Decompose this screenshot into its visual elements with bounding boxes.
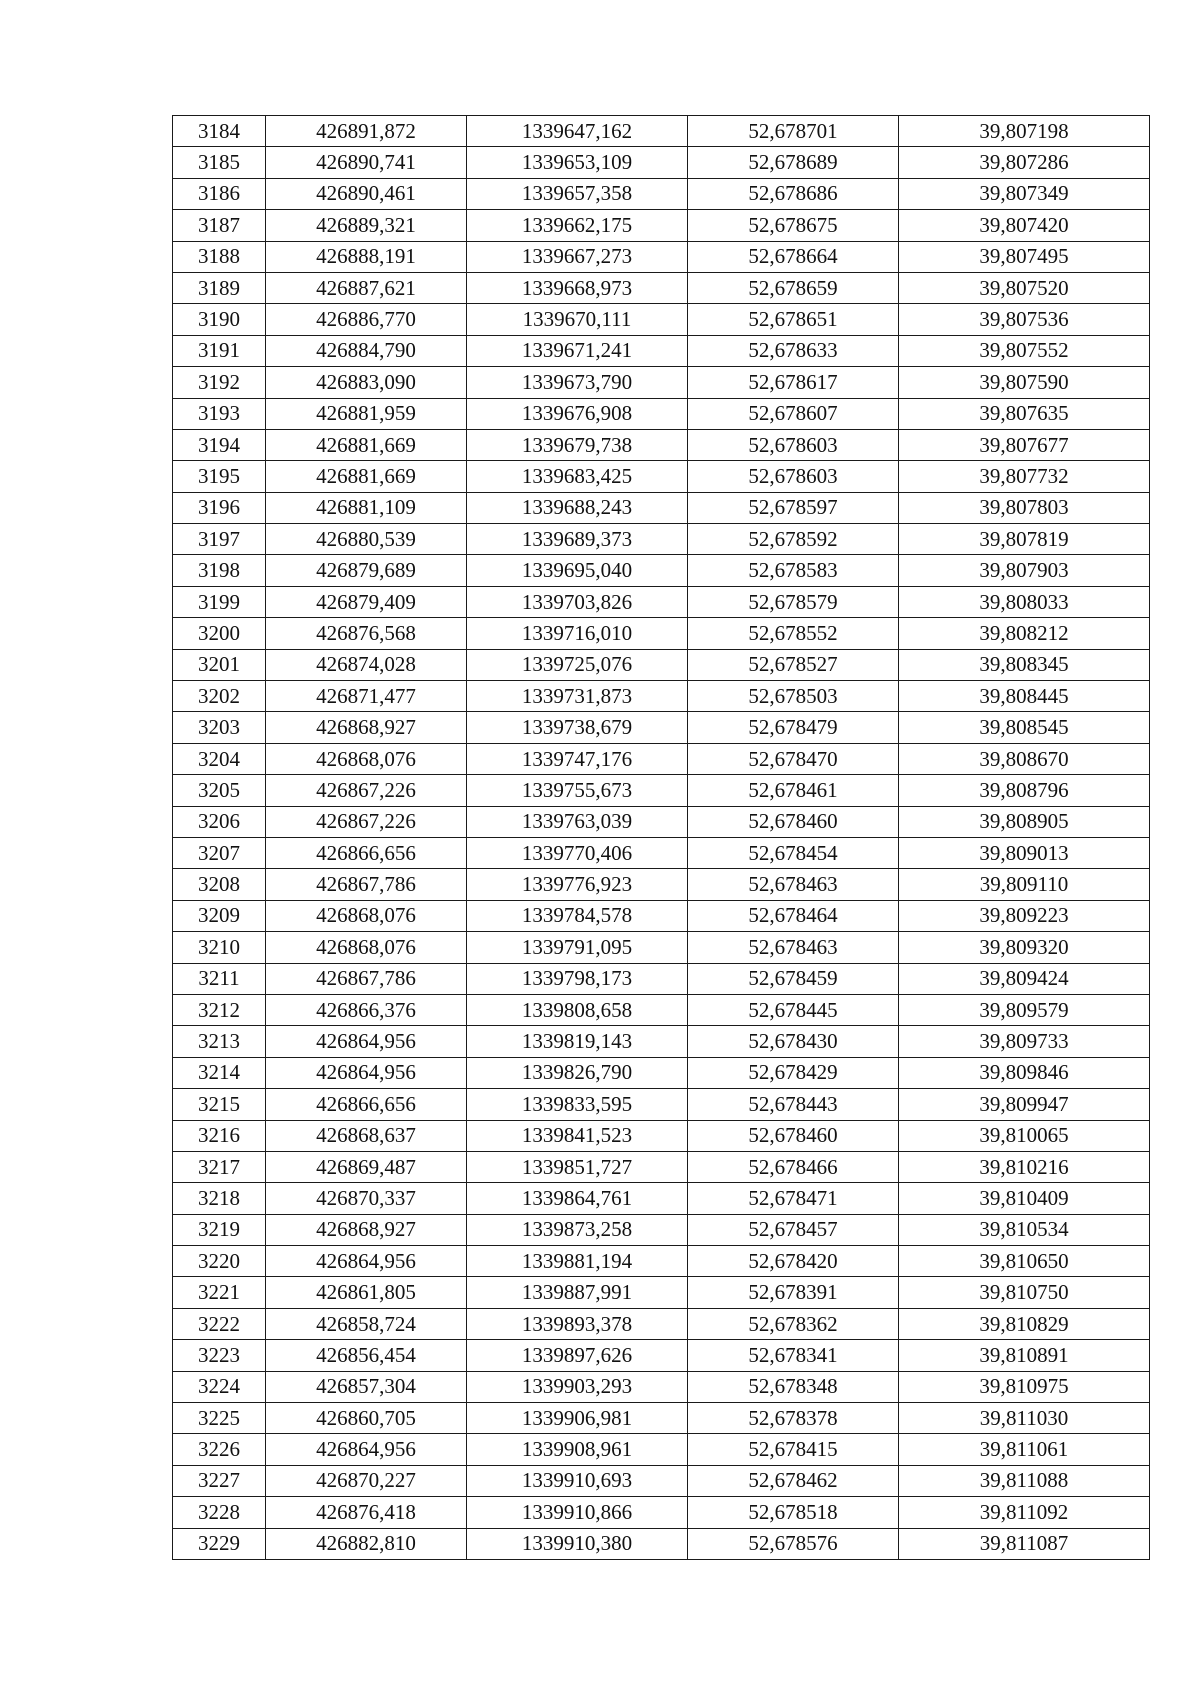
point-number-cell: 3195 [173, 461, 266, 492]
x-coordinate-cell: 426866,376 [266, 994, 467, 1025]
point-number-cell: 3228 [173, 1497, 266, 1528]
longitude-cell: 39,810409 [899, 1183, 1150, 1214]
point-number-cell: 3220 [173, 1246, 266, 1277]
table-row [173, 1246, 1150, 1277]
latitude-cell: 52,678675 [688, 210, 899, 241]
longitude-cell: 39,807903 [899, 555, 1150, 586]
y-coordinate-cell: 1339695,040 [467, 555, 688, 586]
latitude-cell: 52,678460 [688, 806, 899, 837]
x-coordinate-cell: 426876,418 [266, 1497, 467, 1528]
x-coordinate-cell: 426890,741 [266, 147, 467, 178]
latitude-cell: 52,678597 [688, 492, 899, 523]
x-coordinate-cell: 426883,090 [266, 367, 467, 398]
x-coordinate-cell: 426869,487 [266, 1151, 467, 1182]
y-coordinate-cell: 1339683,425 [467, 461, 688, 492]
latitude-cell: 52,678463 [688, 932, 899, 963]
longitude-cell: 39,808796 [899, 775, 1150, 806]
x-coordinate-cell: 426868,076 [266, 900, 467, 931]
table-row [173, 1026, 1150, 1057]
point-number-cell: 3188 [173, 241, 266, 272]
longitude-cell: 39,810216 [899, 1151, 1150, 1182]
x-coordinate-cell: 426868,637 [266, 1120, 467, 1151]
y-coordinate-cell: 1339689,373 [467, 524, 688, 555]
table-row [173, 775, 1150, 806]
x-coordinate-cell: 426867,226 [266, 775, 467, 806]
y-coordinate-cell: 1339670,111 [467, 304, 688, 335]
y-coordinate-cell: 1339776,923 [467, 869, 688, 900]
y-coordinate-cell: 1339647,162 [467, 116, 688, 147]
y-coordinate-cell: 1339910,693 [467, 1465, 688, 1496]
latitude-cell: 52,678689 [688, 147, 899, 178]
table-row [173, 1214, 1150, 1245]
longitude-cell: 39,807198 [899, 116, 1150, 147]
y-coordinate-cell: 1339873,258 [467, 1214, 688, 1245]
x-coordinate-cell: 426890,461 [266, 178, 467, 209]
longitude-cell: 39,807819 [899, 524, 1150, 555]
longitude-cell: 39,809424 [899, 963, 1150, 994]
x-coordinate-cell: 426861,805 [266, 1277, 467, 1308]
table-row [173, 649, 1150, 680]
x-coordinate-cell: 426889,321 [266, 210, 467, 241]
table-row [173, 1057, 1150, 1088]
y-coordinate-cell: 1339908,961 [467, 1434, 688, 1465]
x-coordinate-cell: 426857,304 [266, 1371, 467, 1402]
x-coordinate-cell: 426868,076 [266, 932, 467, 963]
table-row [173, 116, 1150, 147]
y-coordinate-cell: 1339657,358 [467, 178, 688, 209]
point-number-cell: 3204 [173, 743, 266, 774]
y-coordinate-cell: 1339662,175 [467, 210, 688, 241]
latitude-cell: 52,678651 [688, 304, 899, 335]
table-row [173, 555, 1150, 586]
latitude-cell: 52,678471 [688, 1183, 899, 1214]
point-number-cell: 3215 [173, 1089, 266, 1120]
table-row [173, 1277, 1150, 1308]
longitude-cell: 39,807520 [899, 272, 1150, 303]
longitude-cell: 39,810975 [899, 1371, 1150, 1402]
point-number-cell: 3222 [173, 1308, 266, 1339]
latitude-cell: 52,678459 [688, 963, 899, 994]
table-row [173, 461, 1150, 492]
latitude-cell: 52,678457 [688, 1214, 899, 1245]
point-number-cell: 3211 [173, 963, 266, 994]
longitude-cell: 39,810534 [899, 1214, 1150, 1245]
latitude-cell: 52,678391 [688, 1277, 899, 1308]
longitude-cell: 39,809846 [899, 1057, 1150, 1088]
point-number-cell: 3225 [173, 1403, 266, 1434]
table-row [173, 1497, 1150, 1528]
x-coordinate-cell: 426867,226 [266, 806, 467, 837]
y-coordinate-cell: 1339784,578 [467, 900, 688, 931]
table-row [173, 1089, 1150, 1120]
latitude-cell: 52,678454 [688, 837, 899, 868]
longitude-cell: 39,809320 [899, 932, 1150, 963]
y-coordinate-cell: 1339747,176 [467, 743, 688, 774]
table-row [173, 272, 1150, 303]
latitude-cell: 52,678462 [688, 1465, 899, 1496]
y-coordinate-cell: 1339791,095 [467, 932, 688, 963]
point-number-cell: 3207 [173, 837, 266, 868]
point-number-cell: 3187 [173, 210, 266, 241]
table-row [173, 806, 1150, 837]
longitude-cell: 39,808345 [899, 649, 1150, 680]
longitude-cell: 39,807286 [899, 147, 1150, 178]
table-row [173, 1183, 1150, 1214]
longitude-cell: 39,809579 [899, 994, 1150, 1025]
longitude-cell: 39,811030 [899, 1403, 1150, 1434]
longitude-cell: 39,807677 [899, 429, 1150, 460]
point-number-cell: 3217 [173, 1151, 266, 1182]
point-number-cell: 3205 [173, 775, 266, 806]
longitude-cell: 39,809013 [899, 837, 1150, 868]
longitude-cell: 39,808545 [899, 712, 1150, 743]
latitude-cell: 52,678503 [688, 681, 899, 712]
table-row [173, 429, 1150, 460]
latitude-cell: 52,678607 [688, 398, 899, 429]
longitude-cell: 39,811092 [899, 1497, 1150, 1528]
latitude-cell: 52,678463 [688, 869, 899, 900]
y-coordinate-cell: 1339819,143 [467, 1026, 688, 1057]
point-number-cell: 3186 [173, 178, 266, 209]
x-coordinate-cell: 426870,227 [266, 1465, 467, 1496]
x-coordinate-cell: 426871,477 [266, 681, 467, 712]
table-row [173, 304, 1150, 335]
x-coordinate-cell: 426866,656 [266, 837, 467, 868]
longitude-cell: 39,808905 [899, 806, 1150, 837]
x-coordinate-cell: 426870,337 [266, 1183, 467, 1214]
y-coordinate-cell: 1339725,076 [467, 649, 688, 680]
x-coordinate-cell: 426887,621 [266, 272, 467, 303]
longitude-cell: 39,807590 [899, 367, 1150, 398]
point-number-cell: 3209 [173, 900, 266, 931]
point-number-cell: 3193 [173, 398, 266, 429]
longitude-cell: 39,810891 [899, 1340, 1150, 1371]
longitude-cell: 39,810750 [899, 1277, 1150, 1308]
point-number-cell: 3224 [173, 1371, 266, 1402]
x-coordinate-cell: 426864,956 [266, 1246, 467, 1277]
table-row [173, 586, 1150, 617]
latitude-cell: 52,678378 [688, 1403, 899, 1434]
y-coordinate-cell: 1339887,991 [467, 1277, 688, 1308]
latitude-cell: 52,678445 [688, 994, 899, 1025]
longitude-cell: 39,807420 [899, 210, 1150, 241]
table-row [173, 398, 1150, 429]
latitude-cell: 52,678420 [688, 1246, 899, 1277]
y-coordinate-cell: 1339763,039 [467, 806, 688, 837]
latitude-cell: 52,678429 [688, 1057, 899, 1088]
y-coordinate-cell: 1339668,973 [467, 272, 688, 303]
table-row [173, 1434, 1150, 1465]
longitude-cell: 39,809110 [899, 869, 1150, 900]
y-coordinate-cell: 1339826,790 [467, 1057, 688, 1088]
x-coordinate-cell: 426876,568 [266, 618, 467, 649]
table-row [173, 210, 1150, 241]
x-coordinate-cell: 426881,669 [266, 461, 467, 492]
y-coordinate-cell: 1339864,761 [467, 1183, 688, 1214]
coordinates-table [172, 115, 1150, 1560]
y-coordinate-cell: 1339679,738 [467, 429, 688, 460]
x-coordinate-cell: 426864,956 [266, 1434, 467, 1465]
y-coordinate-cell: 1339716,010 [467, 618, 688, 649]
y-coordinate-cell: 1339653,109 [467, 147, 688, 178]
point-number-cell: 3203 [173, 712, 266, 743]
longitude-cell: 39,808212 [899, 618, 1150, 649]
y-coordinate-cell: 1339881,194 [467, 1246, 688, 1277]
longitude-cell: 39,811087 [899, 1528, 1150, 1559]
longitude-cell: 39,808445 [899, 681, 1150, 712]
table-row [173, 932, 1150, 963]
longitude-cell: 39,810065 [899, 1120, 1150, 1151]
longitude-cell: 39,807495 [899, 241, 1150, 272]
x-coordinate-cell: 426881,669 [266, 429, 467, 460]
table-row [173, 1151, 1150, 1182]
latitude-cell: 52,678592 [688, 524, 899, 555]
point-number-cell: 3218 [173, 1183, 266, 1214]
x-coordinate-cell: 426882,810 [266, 1528, 467, 1559]
x-coordinate-cell: 426868,076 [266, 743, 467, 774]
longitude-cell: 39,807349 [899, 178, 1150, 209]
table-row [173, 335, 1150, 366]
latitude-cell: 52,678470 [688, 743, 899, 774]
coordinates-table-body [173, 116, 1150, 1560]
y-coordinate-cell: 1339731,873 [467, 681, 688, 712]
latitude-cell: 52,678348 [688, 1371, 899, 1402]
longitude-cell: 39,809733 [899, 1026, 1150, 1057]
latitude-cell: 52,678583 [688, 555, 899, 586]
table-row [173, 492, 1150, 523]
x-coordinate-cell: 426874,028 [266, 649, 467, 680]
point-number-cell: 3210 [173, 932, 266, 963]
longitude-cell: 39,807552 [899, 335, 1150, 366]
longitude-cell: 39,808670 [899, 743, 1150, 774]
y-coordinate-cell: 1339903,293 [467, 1371, 688, 1402]
table-row [173, 1528, 1150, 1559]
x-coordinate-cell: 426891,872 [266, 116, 467, 147]
longitude-cell: 39,807803 [899, 492, 1150, 523]
point-number-cell: 3191 [173, 335, 266, 366]
y-coordinate-cell: 1339667,273 [467, 241, 688, 272]
latitude-cell: 52,678518 [688, 1497, 899, 1528]
table-row [173, 367, 1150, 398]
latitude-cell: 52,678664 [688, 241, 899, 272]
table-row [173, 618, 1150, 649]
latitude-cell: 52,678686 [688, 178, 899, 209]
x-coordinate-cell: 426858,724 [266, 1308, 467, 1339]
x-coordinate-cell: 426864,956 [266, 1057, 467, 1088]
latitude-cell: 52,678527 [688, 649, 899, 680]
point-number-cell: 3200 [173, 618, 266, 649]
table-row [173, 743, 1150, 774]
y-coordinate-cell: 1339770,406 [467, 837, 688, 868]
table-row [173, 524, 1150, 555]
table-row [173, 994, 1150, 1025]
latitude-cell: 52,678341 [688, 1340, 899, 1371]
point-number-cell: 3221 [173, 1277, 266, 1308]
latitude-cell: 52,678443 [688, 1089, 899, 1120]
x-coordinate-cell: 426860,705 [266, 1403, 467, 1434]
longitude-cell: 39,810829 [899, 1308, 1150, 1339]
point-number-cell: 3216 [173, 1120, 266, 1151]
y-coordinate-cell: 1339897,626 [467, 1340, 688, 1371]
longitude-cell: 39,807536 [899, 304, 1150, 335]
x-coordinate-cell: 426879,689 [266, 555, 467, 586]
y-coordinate-cell: 1339671,241 [467, 335, 688, 366]
point-number-cell: 3192 [173, 367, 266, 398]
x-coordinate-cell: 426867,786 [266, 963, 467, 994]
point-number-cell: 3223 [173, 1340, 266, 1371]
x-coordinate-cell: 426888,191 [266, 241, 467, 272]
longitude-cell: 39,811088 [899, 1465, 1150, 1496]
latitude-cell: 52,678603 [688, 429, 899, 460]
x-coordinate-cell: 426866,656 [266, 1089, 467, 1120]
y-coordinate-cell: 1339841,523 [467, 1120, 688, 1151]
latitude-cell: 52,678430 [688, 1026, 899, 1057]
table-row [173, 241, 1150, 272]
latitude-cell: 52,678460 [688, 1120, 899, 1151]
longitude-cell: 39,811061 [899, 1434, 1150, 1465]
point-number-cell: 3206 [173, 806, 266, 837]
x-coordinate-cell: 426856,454 [266, 1340, 467, 1371]
point-number-cell: 3212 [173, 994, 266, 1025]
y-coordinate-cell: 1339676,908 [467, 398, 688, 429]
latitude-cell: 52,678362 [688, 1308, 899, 1339]
point-number-cell: 3194 [173, 429, 266, 460]
latitude-cell: 52,678479 [688, 712, 899, 743]
point-number-cell: 3190 [173, 304, 266, 335]
point-number-cell: 3189 [173, 272, 266, 303]
table-row [173, 147, 1150, 178]
x-coordinate-cell: 426884,790 [266, 335, 467, 366]
point-number-cell: 3214 [173, 1057, 266, 1088]
latitude-cell: 52,678415 [688, 1434, 899, 1465]
table-row [173, 1371, 1150, 1402]
y-coordinate-cell: 1339833,595 [467, 1089, 688, 1120]
latitude-cell: 52,678464 [688, 900, 899, 931]
latitude-cell: 52,678466 [688, 1151, 899, 1182]
latitude-cell: 52,678576 [688, 1528, 899, 1559]
point-number-cell: 3229 [173, 1528, 266, 1559]
table-row [173, 963, 1150, 994]
table-row [173, 837, 1150, 868]
y-coordinate-cell: 1339688,243 [467, 492, 688, 523]
point-number-cell: 3184 [173, 116, 266, 147]
point-number-cell: 3196 [173, 492, 266, 523]
y-coordinate-cell: 1339755,673 [467, 775, 688, 806]
point-number-cell: 3227 [173, 1465, 266, 1496]
y-coordinate-cell: 1339703,826 [467, 586, 688, 617]
y-coordinate-cell: 1339738,679 [467, 712, 688, 743]
x-coordinate-cell: 426881,959 [266, 398, 467, 429]
latitude-cell: 52,678659 [688, 272, 899, 303]
table-row [173, 1465, 1150, 1496]
point-number-cell: 3226 [173, 1434, 266, 1465]
y-coordinate-cell: 1339798,173 [467, 963, 688, 994]
latitude-cell: 52,678633 [688, 335, 899, 366]
latitude-cell: 52,678701 [688, 116, 899, 147]
point-number-cell: 3213 [173, 1026, 266, 1057]
table-row [173, 712, 1150, 743]
x-coordinate-cell: 426867,786 [266, 869, 467, 900]
y-coordinate-cell: 1339893,378 [467, 1308, 688, 1339]
latitude-cell: 52,678603 [688, 461, 899, 492]
table-row [173, 178, 1150, 209]
x-coordinate-cell: 426879,409 [266, 586, 467, 617]
table-row [173, 1403, 1150, 1434]
point-number-cell: 3198 [173, 555, 266, 586]
point-number-cell: 3201 [173, 649, 266, 680]
longitude-cell: 39,809223 [899, 900, 1150, 931]
table-row [173, 1120, 1150, 1151]
table-row [173, 869, 1150, 900]
y-coordinate-cell: 1339851,727 [467, 1151, 688, 1182]
x-coordinate-cell: 426886,770 [266, 304, 467, 335]
table-row [173, 681, 1150, 712]
point-number-cell: 3202 [173, 681, 266, 712]
longitude-cell: 39,808033 [899, 586, 1150, 617]
x-coordinate-cell: 426868,927 [266, 712, 467, 743]
table-row [173, 1340, 1150, 1371]
x-coordinate-cell: 426868,927 [266, 1214, 467, 1245]
point-number-cell: 3208 [173, 869, 266, 900]
longitude-cell: 39,807635 [899, 398, 1150, 429]
y-coordinate-cell: 1339906,981 [467, 1403, 688, 1434]
point-number-cell: 3199 [173, 586, 266, 617]
y-coordinate-cell: 1339673,790 [467, 367, 688, 398]
latitude-cell: 52,678617 [688, 367, 899, 398]
x-coordinate-cell: 426881,109 [266, 492, 467, 523]
point-number-cell: 3219 [173, 1214, 266, 1245]
table-row [173, 900, 1150, 931]
latitude-cell: 52,678461 [688, 775, 899, 806]
y-coordinate-cell: 1339808,658 [467, 994, 688, 1025]
table-row [173, 1308, 1150, 1339]
y-coordinate-cell: 1339910,380 [467, 1528, 688, 1559]
longitude-cell: 39,810650 [899, 1246, 1150, 1277]
latitude-cell: 52,678552 [688, 618, 899, 649]
point-number-cell: 3197 [173, 524, 266, 555]
longitude-cell: 39,807732 [899, 461, 1150, 492]
x-coordinate-cell: 426880,539 [266, 524, 467, 555]
point-number-cell: 3185 [173, 147, 266, 178]
longitude-cell: 39,809947 [899, 1089, 1150, 1120]
x-coordinate-cell: 426864,956 [266, 1026, 467, 1057]
latitude-cell: 52,678579 [688, 586, 899, 617]
y-coordinate-cell: 1339910,866 [467, 1497, 688, 1528]
